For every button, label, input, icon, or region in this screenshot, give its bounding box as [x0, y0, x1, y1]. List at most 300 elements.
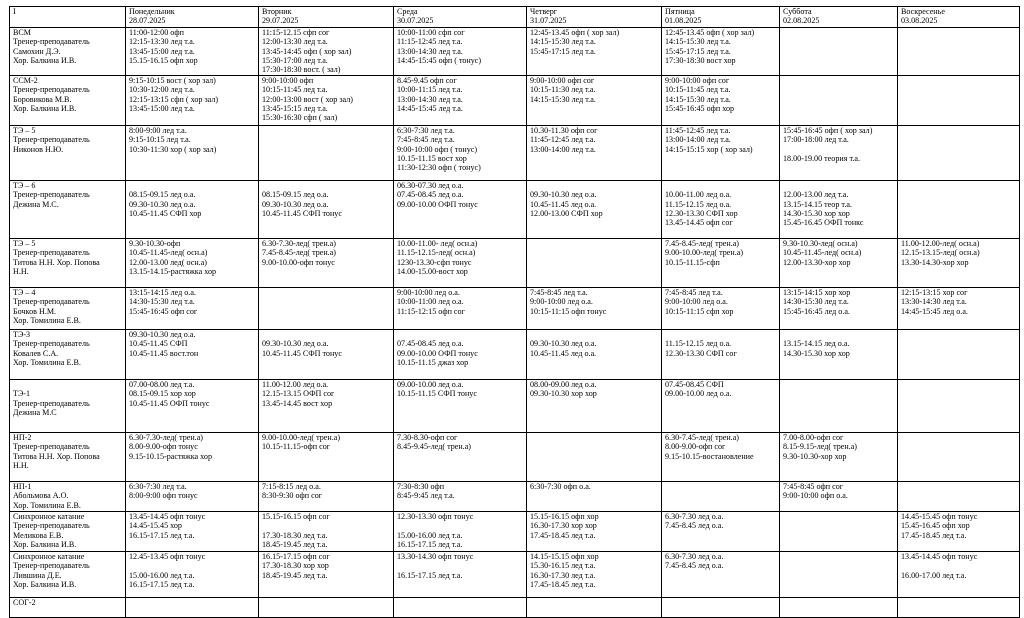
group-line: Хор. Балкина И.В. — [13, 539, 77, 549]
session-entry: 15.45-16.45 ОФП тонкс — [783, 218, 864, 228]
schedule-cell — [394, 76, 527, 126]
session-entry: 12:45-13.45 офп ( хор зал) — [665, 28, 755, 37]
schedule-cell — [662, 330, 780, 380]
schedule-cell — [259, 330, 394, 380]
session-entry: 6.30-7.30-лед( трен.а) — [129, 433, 203, 442]
schedule-cell — [259, 288, 394, 330]
session-entry: 15:45-16:45 офп хор — [665, 103, 735, 113]
schedule-cell — [394, 28, 527, 76]
group-line: Меликова Е.В. — [13, 530, 64, 540]
session-entry: 17.30-18.30 лед т.а. — [262, 530, 328, 540]
schedule-cell — [898, 433, 1020, 482]
session-entry: 16.15-17.15 лед т.а. — [397, 539, 463, 549]
session-entry: 14:15-15:15 хор ( хор зал) — [665, 144, 753, 154]
session-entry: 13.45-14.45 вост хор — [262, 398, 333, 408]
session-entry: 11.15-12.15 лед о.а. — [665, 199, 732, 209]
group-line: СОГ-2 — [13, 598, 36, 607]
session-entry: 11:30-12:30 офп ( тонус) — [397, 163, 481, 173]
session-entry: 6.30-7.45-лед( трен.а) — [665, 433, 739, 442]
session-entry: 12:00-13:00 вост ( хор зал) — [262, 94, 353, 104]
session-entry: 13.15-14.15 теор т.а. — [783, 199, 852, 209]
session-entry: 10.15-11.15 джаз хор — [397, 357, 469, 367]
session-entry: 10:15-11:45 лед т.а. — [262, 85, 328, 95]
session-entry: 12:45-13.45 офп ( хор зал) — [530, 28, 620, 37]
session-entry: 7:30-8:30 офп — [397, 482, 445, 491]
session-entry: 10.15-11.15-сфп — [665, 257, 720, 267]
schedule-cell — [780, 28, 898, 76]
session-entry: 07.45-08.45 лед о.а. — [397, 190, 464, 200]
session-entry: 17.30-18.30 хор хор — [262, 561, 329, 571]
schedule-cell — [126, 28, 259, 76]
schedule-cell — [780, 181, 898, 239]
session-entry: 9.00-10.00-офп тонус — [262, 257, 335, 267]
session-entry: 8:00-9:00 лед т.а. — [129, 126, 187, 135]
session-entry — [397, 561, 526, 570]
session-entry: 7.45-8.45 лед о.а. — [665, 521, 724, 531]
group-cell — [10, 76, 126, 126]
session-entry: 6.30-7.30-лед( трен.а) — [262, 239, 336, 248]
session-entry: 09.00-10.00 лед о.а. — [397, 380, 464, 389]
group-line: ССМ-2 — [13, 76, 38, 85]
schedule-cell — [126, 482, 259, 512]
session-entry: 14:45-15:45 лед о.а. — [901, 306, 968, 316]
group-line: Хор. Балкина И.В. — [13, 55, 77, 65]
day-header — [662, 7, 780, 28]
session-entry: 11.15-12.15-лед( осн.а) — [397, 248, 476, 258]
session-entry: 17:30-18:30 вост. ( зал) — [262, 65, 341, 75]
group-row — [10, 552, 1020, 598]
schedule-cell — [780, 330, 898, 380]
schedule-cell — [527, 433, 662, 482]
session-entry: 10:15-11:30 лед т.а. — [530, 85, 596, 95]
group-line: ТЭ-3 — [13, 330, 31, 339]
session-entry: 6:30-7:30 офп о.а. — [530, 482, 591, 491]
session-entry — [262, 154, 393, 163]
session-entry: 13:00-14:30 лед т.а. — [397, 94, 463, 104]
session-entry: 9.00-10.00-лед( трен.а) — [262, 433, 341, 442]
session-entry: 17.45-18.45 лед т.а. — [530, 530, 596, 540]
group-line: Самохин Д.Э. — [13, 46, 61, 56]
schedule-cell — [527, 380, 662, 433]
schedule-cell — [394, 288, 527, 330]
schedule-cell — [662, 76, 780, 126]
session-entry: 10.45-11.45 СФП тонус — [262, 208, 342, 218]
session-entry — [129, 561, 258, 570]
session-entry: 9.30-10.30-офп — [129, 239, 181, 248]
group-line: ТЭ-1 — [13, 389, 31, 399]
group-cell — [10, 239, 126, 288]
session-entry: 10:30-12:00 лед т.а. — [129, 85, 195, 95]
session-entry: 6.30-7.30 лед о.а. — [665, 512, 724, 521]
session-entry: 8:45-9:45 лед т.а. — [397, 491, 455, 501]
session-entry: 12.15-13.15-лед( осн.а) — [901, 248, 980, 258]
session-entry: 10.45-11.45 СФП тонус — [262, 348, 342, 358]
schedule-cell — [898, 552, 1020, 598]
session-entry: 10.45-11.45-лед( осн.а) — [129, 248, 208, 258]
schedule-cell — [898, 288, 1020, 330]
schedule-cell — [259, 181, 394, 239]
session-entry: 13:45-15:00 лед т.а. — [129, 46, 195, 56]
session-entry: 17:00-18:00 лед т.а. — [783, 135, 849, 145]
session-entry: 14.15-15.15 офп хор — [530, 552, 599, 561]
session-entry: 13.45-14.45 офп тонус — [129, 512, 206, 521]
session-entry: 09.00-10.00 ОФП тонус — [397, 199, 478, 209]
group-cell — [10, 552, 126, 598]
group-line: Синхронное катание — [13, 552, 85, 561]
session-entry — [783, 181, 897, 190]
session-entry: 15.45-16.45 офп хор — [901, 521, 970, 531]
schedule-cell — [898, 512, 1020, 552]
group-line: Боровикова М.В. — [13, 94, 72, 104]
session-entry: 13:00-14:30 лед т.а. — [397, 46, 463, 56]
schedule-cell — [527, 126, 662, 181]
session-entry: 16.30-17.30 лед т.а. — [530, 570, 596, 580]
group-row — [10, 482, 1020, 512]
session-entry: 09.30-10.30 лед о.а. — [129, 199, 196, 209]
session-entry: 16.15-17.15 лед т.а. — [129, 530, 195, 540]
session-entry: 13.15-14.15 лед о.а. — [783, 339, 850, 349]
group-row — [10, 433, 1020, 482]
schedule-cell — [527, 482, 662, 512]
group-line: Тренер-преподаватель — [13, 561, 90, 571]
schedule-cell — [780, 126, 898, 181]
group-line: Лившина Д.Е. — [13, 570, 62, 580]
group-line: Хор. Балкина И.В. — [13, 579, 77, 589]
session-entry: 09.30-10.30 хор хор — [530, 389, 597, 399]
schedule-cell — [527, 239, 662, 288]
schedule-cell — [259, 28, 394, 76]
session-entry: 8.00-9.00-офп тонус — [129, 442, 198, 452]
schedule-cell — [662, 28, 780, 76]
session-entry: 10.45-11.45 вост.тон — [129, 348, 199, 358]
session-entry: 11:15-12:45 лед т.а. — [397, 37, 463, 47]
session-entry: 16.30-17.30 хор хор — [530, 521, 597, 531]
session-entry — [665, 181, 779, 190]
session-entry: 11.00-12.00-лед( осн.а) — [901, 239, 980, 248]
day-name: Понедельник — [129, 7, 175, 16]
session-entry — [262, 330, 393, 339]
schedule-cell — [394, 239, 527, 288]
session-entry — [262, 135, 393, 144]
group-cell — [10, 598, 126, 618]
schedule-cell — [662, 239, 780, 288]
schedule-cell — [662, 552, 780, 598]
schedule-cell — [780, 512, 898, 552]
group-line: Хор. Томилина Е.В. — [13, 357, 81, 367]
group-line: Титова Н.Н. Хор. Попова — [13, 451, 100, 461]
session-entry: 08.15-09.15 хор хор — [129, 389, 196, 399]
group-line: Тренер-преподаватель — [13, 521, 90, 531]
session-entry: 14:30-15:30 лед т.а. — [129, 297, 195, 307]
session-entry: 10.00-11.00- лед( осн.а) — [397, 239, 478, 248]
session-entry: 8:30-9:30 офп сог — [262, 491, 323, 501]
session-entry: 13:00-14:00 лед т.а. — [665, 135, 731, 145]
schedule-cell — [394, 552, 527, 598]
day-header — [780, 7, 898, 28]
schedule-cell — [394, 598, 527, 618]
group-line: ВСМ — [13, 28, 31, 37]
session-entry: 12.30-13.30 офп тонус — [397, 512, 474, 521]
session-entry: 12.45-13.45 офп тонус — [129, 552, 206, 561]
schedule-cell — [126, 512, 259, 552]
session-entry: 15.15-16.15 офп сог — [262, 512, 330, 521]
session-entry: 16.15-17.15 лед т.а. — [129, 579, 195, 589]
session-entry: 9.15-10.15-растяжка хор — [129, 451, 213, 461]
session-entry: 08.15-09.15 лед о.а. — [129, 190, 196, 200]
session-entry: 9.00-10.00-лед( трен.а) — [665, 248, 744, 258]
session-entry: 17.45-18.45 лед т.а. — [901, 530, 967, 540]
session-entry: 13.30-14.30 офп тонус — [397, 552, 474, 561]
session-entry: 9.30-10.30-лед( осн.а) — [783, 239, 858, 248]
session-entry: 10.15-11.15 СФП тонус — [397, 389, 477, 399]
group-cell — [10, 380, 126, 433]
schedule-cell — [126, 288, 259, 330]
group-line: НП-1 — [13, 482, 32, 491]
schedule-body — [10, 28, 1020, 618]
day-date: 01.08.2025 — [665, 16, 702, 26]
group-row — [10, 288, 1020, 330]
schedule-cell — [126, 552, 259, 598]
session-entry: 18.45-19.45 лед т.а. — [262, 570, 328, 580]
day-name: Вторник — [262, 7, 292, 16]
group-line: Тренер-преподаватель — [13, 339, 90, 349]
group-line: ТЭ – 4 — [13, 288, 36, 297]
group-line — [13, 380, 125, 389]
session-entry: 14.30-15.30 хор хор — [783, 348, 850, 358]
schedule-cell — [780, 433, 898, 482]
session-entry: 8:00-9:00 офп тонус — [129, 491, 198, 501]
group-row — [10, 239, 1020, 288]
session-entry: 15:45-17:15 лед т.а. — [530, 46, 596, 56]
schedule-cell — [527, 181, 662, 239]
schedule-cell — [259, 380, 394, 433]
session-entry: 9.30-10.30-хор хор — [783, 451, 847, 461]
day-date: 29.07.2025 — [262, 16, 299, 26]
group-line: Н.Н. — [13, 266, 29, 276]
session-entry: 06.30-07.30 лед о.а. — [397, 181, 464, 190]
session-entry: 10.30-11.30 офп сог — [530, 126, 598, 135]
session-entry: 10.45-11.45 лед о.а. — [530, 199, 597, 209]
session-entry: 15:45-16:45 офп ( хор зал) — [783, 126, 873, 135]
schedule-cell — [126, 598, 259, 618]
session-entry: 09.00-10.00 ОФП тонус — [397, 348, 478, 358]
session-entry: 15.15-16.15 офп хор — [129, 55, 198, 65]
schedule-cell — [394, 126, 527, 181]
group-line: Дежина М.С. — [13, 199, 59, 209]
session-entry — [783, 330, 897, 339]
session-entry: 14:30-15:30 лед т.а. — [783, 297, 849, 307]
corner-cell — [10, 7, 126, 28]
session-entry: 18.00-19.00 теория т.а. — [783, 153, 861, 163]
session-entry: 12:15-13:15 хор сог — [901, 288, 968, 297]
session-entry: 10.45-11.45 СФП — [129, 339, 188, 349]
session-entry: 09.30-10.30 лед о.а. — [262, 199, 329, 209]
session-entry: 9:00-10:00 офп о.а. — [783, 491, 848, 501]
session-entry: 09.30-10.30 лед о.а. — [262, 339, 329, 349]
group-cell — [10, 482, 126, 512]
session-entry: 11:00-12:00 офп — [129, 28, 184, 37]
group-line: ТЭ – 5 — [13, 239, 36, 248]
session-entry: 14:15-15:30 лед т.а. — [665, 37, 731, 47]
session-entry: 13.45-14.45 офп сог — [665, 218, 733, 228]
session-entry: 12:00-13:30 лед т.а. — [262, 37, 328, 47]
schedule-cell — [662, 598, 780, 618]
session-entry: 16.15-17.15 офп сог — [262, 552, 330, 561]
session-entry: 9:15-10:15 вост ( хор зал) — [129, 76, 216, 85]
session-entry: 17.45-18.45 лед т.а. — [530, 579, 596, 589]
group-line: Н.Н. — [13, 460, 29, 470]
group-line — [13, 154, 125, 163]
group-row — [10, 330, 1020, 380]
session-entry: 10.15-11.15-офп сог — [262, 442, 331, 452]
session-entry: 9:00-10:00 офп сог — [530, 76, 595, 85]
session-entry: 10:00-11:00 лед о.а. — [397, 297, 464, 307]
session-entry: 14.45-15.45 офп тонус — [901, 512, 978, 521]
schedule-cell — [662, 380, 780, 433]
session-entry: 14:45-15:45 лед т.а. — [397, 103, 463, 113]
schedule-cell — [394, 181, 527, 239]
session-entry: 09.00-10.00 лед о.а. — [665, 389, 732, 399]
group-line: Тренер-преподаватель — [13, 37, 90, 47]
schedule-cell — [898, 482, 1020, 512]
session-entry: 9:00-10:00 офп сог — [665, 76, 730, 85]
session-entry: 14:45-15:45 офп ( тонус) — [397, 55, 482, 65]
session-entry: 07.45-08.45 лед о.а. — [397, 339, 464, 349]
session-entry: 14:15-15:30 лед т.а. — [530, 37, 596, 47]
session-entry: 13:30-14:30 лед т.а. — [901, 297, 967, 307]
session-entry: 13:15-14:15 хор хор — [783, 288, 851, 297]
group-line: Хор. Томилина Е.В. — [13, 500, 81, 510]
session-entry: 6:30-7:30 лед т.а. — [129, 482, 187, 491]
session-entry: 9:00-10:00 офп ( тонус) — [397, 144, 478, 154]
session-entry: 7:45-8:45 лед т.а. — [665, 288, 723, 297]
group-line: Тренер-преподаватель — [13, 190, 90, 200]
session-entry: 14:15-15:30 лед т.а. — [665, 94, 731, 104]
schedule-cell — [259, 239, 394, 288]
schedule-cell — [898, 76, 1020, 126]
day-date: 03.08.2025 — [901, 16, 938, 26]
session-entry: 10.45-11.45 СФП хор — [129, 208, 202, 218]
session-entry: 15:45-16:45 офп сог — [129, 306, 198, 316]
group-row — [10, 380, 1020, 433]
group-line: Дежина М.С — [13, 407, 57, 417]
schedule-cell — [259, 512, 394, 552]
schedule-cell — [780, 552, 898, 598]
session-entry: 18.45-19.45 лед т.а. — [262, 539, 328, 549]
session-entry: 10.00-11.00 лед о.а. — [665, 190, 732, 200]
session-entry — [783, 145, 897, 154]
day-date: 31.07.2025 — [530, 16, 567, 26]
session-entry: 09.30-10.30 лед о.а. — [129, 330, 196, 339]
session-entry: 13:00-14:00 лед т.а. — [530, 144, 596, 154]
session-entry: 10.45-11.45 лед о.а. — [530, 348, 597, 358]
day-name: Среда — [397, 7, 418, 16]
session-entry: 10.15-11.15 вост хор — [397, 153, 467, 163]
session-entry: 13:45-14:45 офп ( хор зал) — [262, 46, 352, 56]
session-entry: 11.00-12.00 лед о.а. — [262, 380, 329, 389]
session-entry — [530, 330, 661, 339]
session-entry — [129, 181, 258, 190]
session-entry: 10:15-11:45 лед т.а. — [665, 85, 731, 95]
day-name: Суббота — [783, 7, 812, 16]
session-entry: 8.45-9.45-лед( трен.а) — [397, 442, 471, 452]
session-entry: 14.00-15.00-вост хор — [397, 266, 468, 276]
session-entry: 9:15-10:15 лед т.а. — [129, 135, 191, 145]
session-entry: 7:45-8:45 лед т.а. — [397, 135, 455, 145]
schedule-cell — [898, 126, 1020, 181]
session-entry: 9:00-10:00 лед о.а. — [665, 297, 728, 307]
schedule-cell — [780, 76, 898, 126]
group-cell — [10, 181, 126, 239]
group-row — [10, 598, 1020, 618]
group-cell — [10, 288, 126, 330]
schedule-cell — [259, 552, 394, 598]
session-entry: 13:45-15:00 лед т.а. — [129, 103, 195, 113]
schedule-cell — [780, 380, 898, 433]
group-row — [10, 181, 1020, 239]
group-line: Тренер-преподаватель — [13, 398, 90, 408]
session-entry: 15.00-16.00 лед т.а. — [129, 570, 195, 580]
group-line: Синхронное катание — [13, 512, 85, 521]
group-line: НП-2 — [13, 433, 32, 442]
session-entry: 11:15-12:15 офп сог — [397, 306, 465, 316]
schedule-cell — [394, 380, 527, 433]
group-row — [10, 512, 1020, 552]
schedule-cell — [780, 239, 898, 288]
schedule-cell — [394, 482, 527, 512]
schedule-cell — [898, 181, 1020, 239]
schedule-cell — [126, 239, 259, 288]
day-header — [527, 7, 662, 28]
session-entry: 7.45-8.45-лед( трен.а) — [262, 248, 336, 258]
group-line: Титова Н.Н. Хор. Попова — [13, 257, 100, 267]
schedule-cell — [126, 76, 259, 126]
group-line: Никонов Н.Ю. — [13, 144, 64, 154]
session-entry: 10:00-11:00 сфп сог — [397, 28, 465, 37]
session-entry: 10:00-11:15 лед т.а. — [397, 85, 463, 95]
schedule-cell — [394, 330, 527, 380]
schedule-cell — [527, 288, 662, 330]
schedule-cell — [259, 482, 394, 512]
session-entry: 14:15-15:30 лед т.а. — [530, 94, 596, 104]
schedule-cell — [527, 512, 662, 552]
session-entry: 15.15-16.15 офп хор — [530, 512, 599, 521]
session-entry: 9:00-10:00 лед о.а. — [397, 288, 460, 297]
header-row — [10, 7, 1020, 28]
session-entry: 9:00-10:00 офп — [262, 76, 314, 85]
session-entry: 17:30-18:30 вост хор — [665, 55, 736, 65]
schedule-cell — [259, 598, 394, 618]
session-entry: 07.45-08.45 СФП — [665, 380, 724, 389]
group-cell — [10, 330, 126, 380]
session-entry: 13:45-15:15 лед т.а. — [262, 103, 328, 113]
group-line: Ковалев С.А. — [13, 348, 59, 358]
session-entry: 15.30-16.15 лед т.а. — [530, 561, 596, 571]
group-row — [10, 28, 1020, 76]
day-name: Четверг — [530, 7, 558, 16]
session-entry: 16.00-17.00 лед т.а. — [901, 570, 967, 580]
day-date: 02.08.2025 — [783, 16, 820, 26]
day-name: Пятница — [665, 7, 695, 16]
group-line: Хор. Балкина И.В. — [13, 103, 77, 113]
schedule-cell — [662, 433, 780, 482]
session-entry — [262, 145, 393, 154]
group-line: Абольмова А.О. — [13, 491, 69, 501]
group-row — [10, 126, 1020, 181]
session-entry: 7.45-8.45-лед( трен.а) — [665, 239, 739, 248]
schedule-cell — [259, 126, 394, 181]
day-header — [394, 7, 527, 28]
